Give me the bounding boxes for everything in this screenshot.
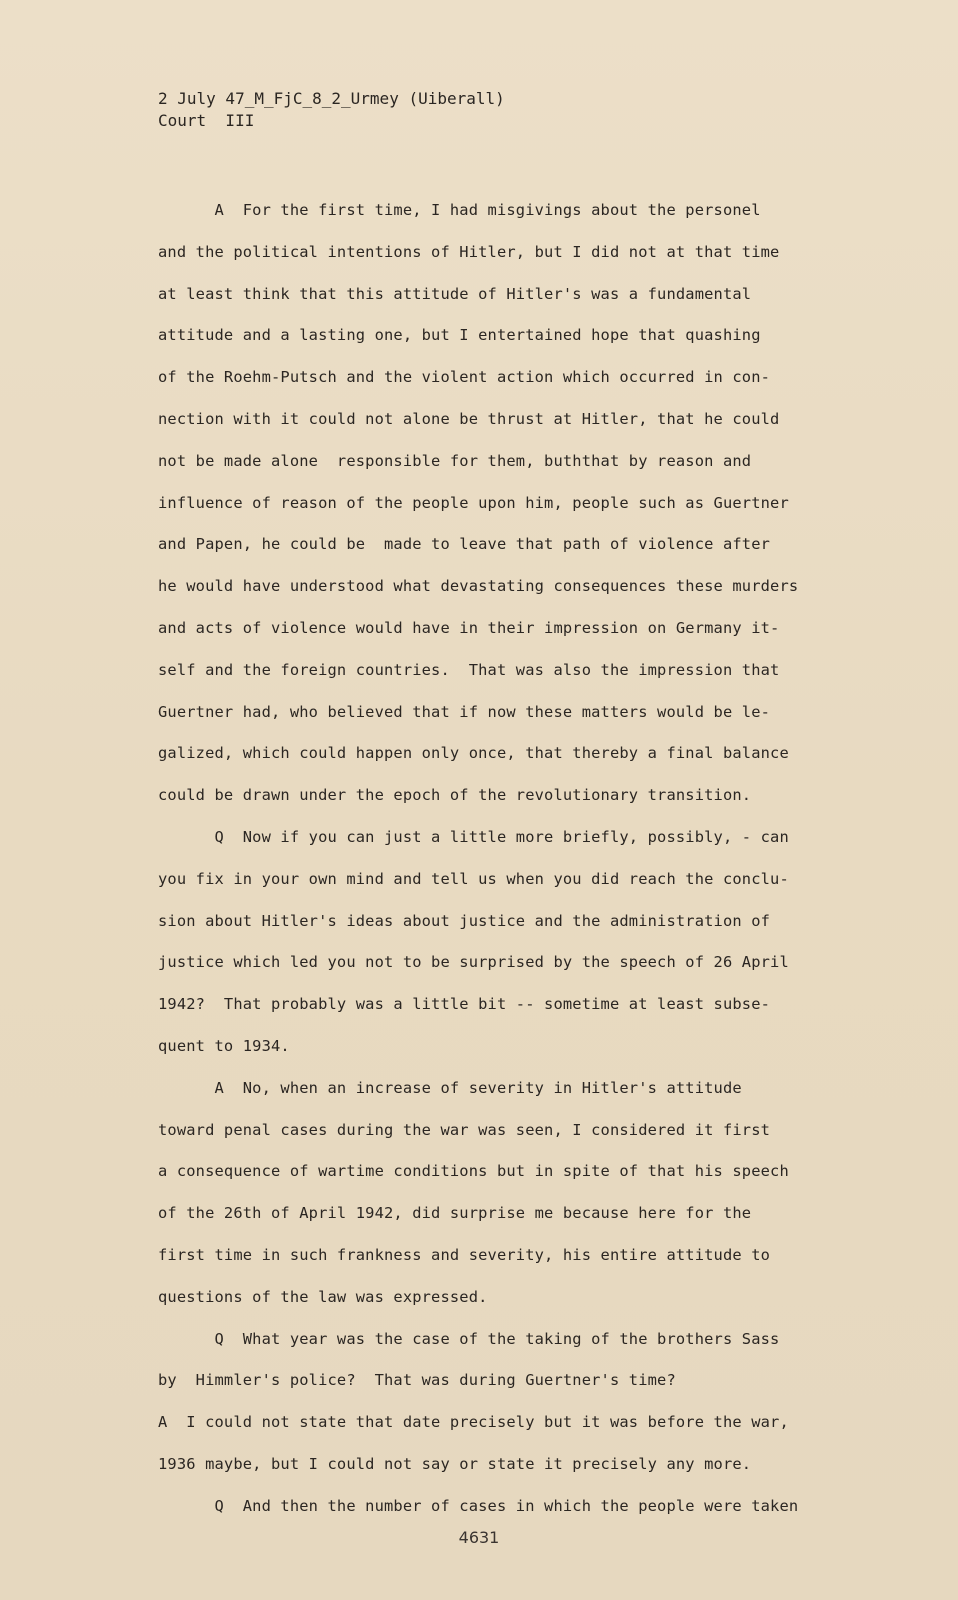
transcript-line: of the Roehm-Putsch and the violent action which occurred in con- — [158, 368, 771, 387]
transcript-line: Q What year was the case of the taking of the brothers Sass — [158, 1329, 780, 1348]
transcript-line: could be drawn under the epoch of the revolutionary transition. — [158, 786, 752, 805]
transcript-line: attitude and a lasting one, but I entertained hope that quashing — [158, 326, 761, 345]
transcript-line: of the 26th of April 1942, did surprise me because here for the — [158, 1204, 752, 1223]
transcript-line: and Papen, he could be made to leave that path of violence after — [158, 535, 771, 554]
transcript-line: 1942? That probably was a little bit -- sometime at least subse- — [158, 995, 771, 1014]
transcript-line: Guertner had, who believed that if now these matters would be le- — [158, 702, 771, 721]
transcript-line: by Himmler's police? That was during Guertner's time? — [158, 1371, 676, 1390]
transcript-line: quent to 1934. — [158, 1036, 290, 1055]
transcript-line: not be made alone responsible for them, buththat by reason and — [158, 451, 752, 470]
header-court-line: Court III — [158, 111, 255, 130]
transcript-line: Q Now if you can just a little more briefly, possibly, - can — [158, 827, 789, 846]
transcript-line: galized, which could happen only once, that thereby a final balance — [158, 744, 789, 763]
transcript-line: A I could not state that date precisely but it was before the war, — [158, 1413, 789, 1432]
transcript-line: A For the first time, I had misgivings about the personel — [158, 201, 761, 219]
transcript-line: toward penal cases during the war was seen, I considered it first — [158, 1120, 771, 1139]
transcript-line: a consequence of wartime conditions but in spite of that his speech — [158, 1162, 789, 1181]
transcript-line: Q And then the number of cases in which the people were taken — [158, 1496, 799, 1515]
transcript-line: and the political intentions of Hitler, but I did not at that time — [158, 242, 780, 261]
transcript-line: you fix in your own mind and tell us when you did reach the conclu- — [158, 869, 789, 888]
header-date-line: 2 July 47_M_FjC_8_2_Urmey (Uiberall) — [158, 89, 505, 108]
page-number: 4631 — [458, 1528, 500, 1547]
transcript-line: first time in such frankness and severity, his entire attitude to — [158, 1245, 771, 1264]
transcript-line: self and the foreign countries. That was also the impression that — [158, 660, 780, 679]
transcript-line: at least think that this attitude of Hitler's was a fundamental — [158, 284, 752, 303]
transcript-line: nection with it could not alone be thrust at Hitler, that he could — [158, 409, 780, 428]
transcript-line: sion about Hitler's ideas about justice and the administration of — [158, 911, 771, 930]
transcript-line: and acts of violence would have in their impression on Germany it- — [158, 618, 780, 637]
transcript-body — [158, 190, 858, 1528]
transcript-line: 1936 maybe, but I could not say or state it precisely any more. — [158, 1454, 752, 1473]
transcript-line: justice which led you not to be surprised by the speech of 26 April — [158, 953, 789, 972]
transcript-line: questions of the law was expressed. — [158, 1287, 488, 1306]
document-header — [158, 88, 505, 132]
transcript-line: influence of reason of the people upon him, people such as Guertner — [158, 493, 789, 512]
transcript-line: he would have understood what devastating consequences these murders — [158, 577, 799, 596]
transcript-line: A No, when an increase of severity in Hitler's attitude — [158, 1078, 742, 1097]
